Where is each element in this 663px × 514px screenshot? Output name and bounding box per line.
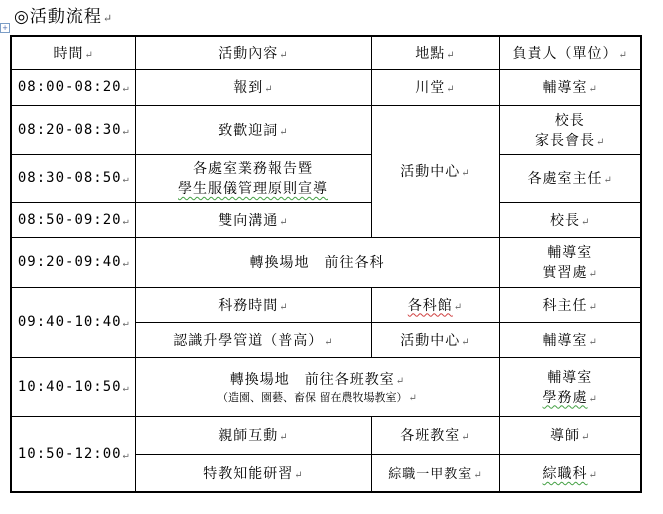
place-cell-merged: 活動中心↵ [371,105,499,237]
content-cell: 各處室業務報告暨 學生服儀管理原則宣導 [135,154,371,202]
time-cell: 09:40-10:40↵ [11,287,135,357]
time-cell: 08:00-08:20↵ [11,69,135,105]
table-row [11,202,641,237]
time-cell: 10:50-12:00↵ [11,416,135,492]
time-cell: 08:30-08:50↵ [11,154,135,202]
header-time: 時間↵ [11,36,135,69]
content-cell: 轉換場地 前往各科 [135,237,499,287]
table-row [11,105,641,154]
content-cell: 特教知能研習↵ [135,454,371,492]
content-cell: 親師互動↵ [135,416,371,454]
content-cell: 科務時間↵ [135,287,371,322]
time-cell: 08:50-09:20↵ [11,202,135,237]
schedule-table [10,35,642,493]
owner-cell: 輔導室↵ [499,69,641,105]
place-cell: 川堂↵ [371,69,499,105]
header-row [11,36,641,69]
header-owner: 負責人（單位）↵ [499,36,641,69]
table-row [11,287,641,322]
owner-cell: 校長 家長會長↵ [499,105,641,154]
owner-cell: 綜職科↵ [499,454,641,492]
content-cell: 認識升學管道（普高）↵ [135,322,371,357]
place-cell: 活動中心↵ [371,322,499,357]
table-row [11,357,641,416]
content-cell: 報到↵ [135,69,371,105]
owner-cell: 輔導室↵ [499,322,641,357]
time-cell: 08:20-08:30↵ [11,105,135,154]
content-cell: 雙向溝通↵ [135,202,371,237]
place-cell: 綜職一甲教室↵ [371,454,499,492]
table-row [11,416,641,454]
paragraph-mark: ↵ [102,12,113,25]
section-heading [14,2,112,27]
place-cell: 各班教室↵ [371,416,499,454]
table-row [11,237,641,287]
time-cell: 10:40-10:50↵ [11,357,135,416]
heading-text: ◎活動流程 [14,7,102,27]
content-cell: 致歡迎詞↵ [135,105,371,154]
owner-cell: 科主任↵ [499,287,641,322]
table-row [11,69,641,105]
time-cell: 09:20-09:40↵ [11,237,135,287]
table-move-handle-icon[interactable]: + [0,23,10,33]
table-row [11,154,641,202]
header-place: 地點↵ [371,36,499,69]
owner-cell: 輔導室 學務處↵ [499,357,641,416]
owner-cell: 校長↵ [499,202,641,237]
content-cell: 轉換場地 前往各班教室↵ （造園、園藝、畜保 留在農牧場教室）↵ [135,357,499,416]
owner-cell: 各處室主任↵ [499,154,641,202]
header-content: 活動內容↵ [135,36,371,69]
owner-cell: 輔導室 實習處↵ [499,237,641,287]
place-cell: 各科館↵ [371,287,499,322]
owner-cell: 導師↵ [499,416,641,454]
